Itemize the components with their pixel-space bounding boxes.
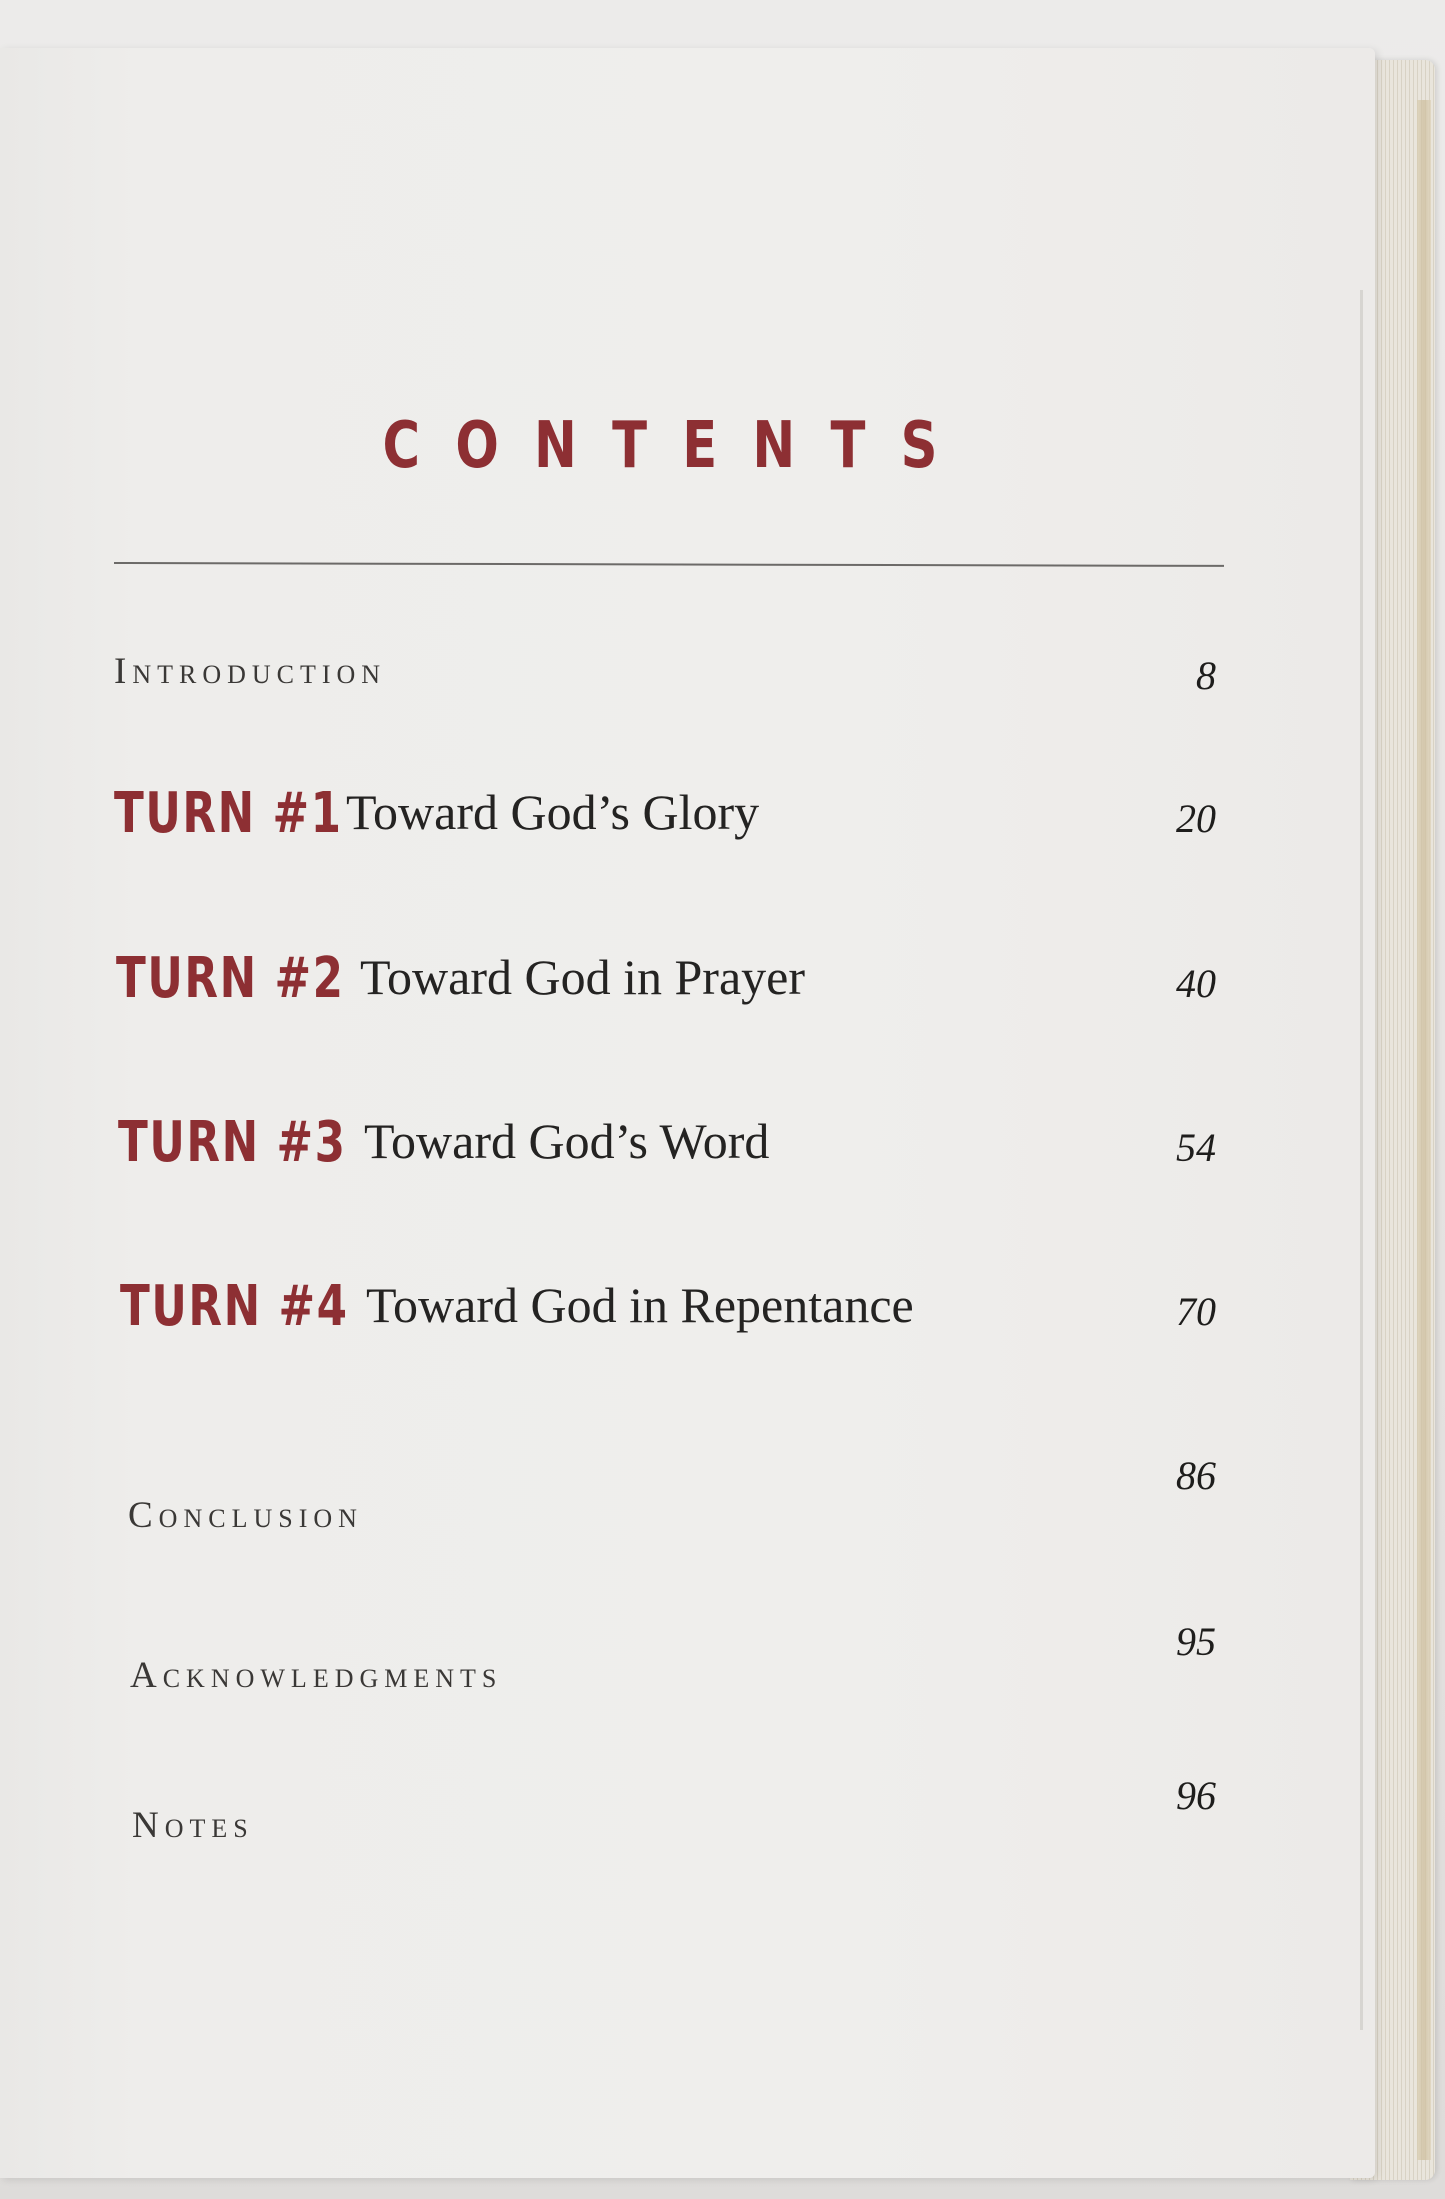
toc-page-number: 54 (1176, 1125, 1216, 1170)
toc-label: Notes (132, 1805, 254, 1846)
toc-label: Introduction (114, 651, 387, 692)
contents-heading: CONTENTS (382, 409, 973, 483)
turn-number-label: TURN #3 (118, 1110, 347, 1175)
toc-page-number: 95 (1176, 1619, 1216, 1664)
toc-page-number: 40 (1176, 961, 1216, 1006)
toc-label: Conclusion (128, 1495, 363, 1536)
chapter-title: Toward God’s Glory (346, 784, 760, 840)
toc-page-number: 86 (1176, 1453, 1216, 1498)
turn-number-label: TURN #2 (116, 946, 345, 1011)
chapter-title: Toward God in Prayer (360, 949, 805, 1005)
toc-entry-acknowledgments[interactable] (114, 1618, 1224, 1708)
chapter-title: Toward God’s Word (364, 1113, 770, 1169)
turn-number-label: TURN #1 (114, 781, 343, 846)
chapter-title: Toward God in Repentance (366, 1277, 914, 1333)
turn-number-label: TURN #4 (120, 1274, 349, 1339)
toc-entry-introduction[interactable] (114, 636, 1224, 726)
toc-entry-notes[interactable] (114, 1772, 1224, 1862)
toc-page-number: 20 (1176, 796, 1216, 841)
book-page (0, 48, 1375, 2178)
heading-divider (114, 562, 1224, 567)
toc-entry-turn-4[interactable] (114, 1274, 1224, 1364)
toc-page-number: 70 (1176, 1289, 1216, 1334)
toc-label: Acknowledgments (130, 1655, 503, 1696)
toc-page-number: 96 (1176, 1773, 1216, 1818)
gilt-edge (1417, 100, 1431, 2160)
toc-entry-turn-1[interactable] (114, 781, 1224, 871)
toc-entry-turn-2[interactable] (114, 946, 1224, 1036)
toc-entry-turn-3[interactable] (114, 1110, 1224, 1200)
page-fold-line (1360, 290, 1363, 2030)
toc-entry-conclusion[interactable] (114, 1452, 1224, 1542)
toc-page-number: 8 (1196, 653, 1216, 698)
